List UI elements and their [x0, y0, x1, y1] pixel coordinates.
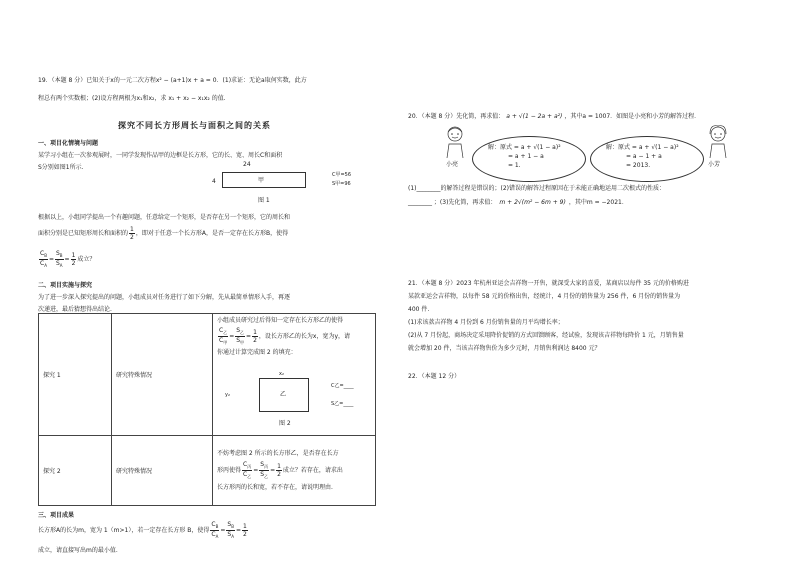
row1-col3 — [213, 314, 376, 436]
fig2-left-label: y₂ — [225, 392, 230, 398]
part1-para4 — [38, 226, 288, 241]
row2-frac1-d: $C_乙$ — [243, 471, 252, 480]
fig1-top-label: 24 — [243, 161, 251, 168]
fig2-top-label: x₂ — [279, 371, 284, 377]
q20-expression: a + √(1 − 2a + a²) — [506, 113, 563, 120]
row1-line2: $\frac{C_乙}{C_甲}$ = $\frac{S_乙}{S_甲}$ = $\frac{1}{2}$ ，设长方形乙的长为x，宽为y，请 — [219, 327, 351, 346]
part3-frac1 — [210, 521, 219, 540]
table-row-1 — [39, 314, 376, 436]
half-numerator: 1 — [130, 226, 134, 233]
part3-frac3-n: 1 — [242, 523, 247, 531]
part1-para2: S分别如图1所示. — [38, 164, 84, 171]
half-denominator: 2 — [130, 234, 134, 241]
row1-line1: 小组成员研究过后得知一定存在长方形乙的使得 — [217, 317, 344, 324]
row2-frac2-n: $S_丙$ — [260, 460, 269, 469]
q19-line1: 19．（本题 8 分）已知关于x的一元二次方程x² − (a+1)x + a = 0．(1)求证：无论a取何实数，此方 — [38, 77, 307, 84]
row2-frac3 — [276, 463, 282, 478]
fig2-caption: 图 2 — [279, 420, 291, 427]
row2-frac3-d: 2 — [277, 471, 281, 478]
row1-line3: 你通过计算完成图 2 的填充： — [217, 349, 297, 357]
q21-line1: 21．（本题 8 分）2023 年杭州亚运会吉祥物一开售，就深受大家的喜爱，某商店以每件 35 元的价格购进 — [408, 280, 689, 287]
row1-frac1 — [218, 327, 228, 346]
part3-para2: 成立，请直接写出m的最小值. — [38, 547, 118, 554]
eq-half-d: 2 — [71, 260, 76, 268]
row1-frac1-n: $C_乙$ — [219, 327, 228, 336]
row2-frac3-n: 1 — [277, 463, 281, 470]
sb-over-sa — [55, 250, 64, 269]
row1-frac1-d: $C_甲$ — [219, 337, 228, 346]
bubble1-line3: = 1. — [508, 162, 521, 169]
q21-line6: 就会增加 20 件，当该吉祥物售价为多少元时，月销售利润达 8400 元？ — [408, 345, 601, 352]
part1-para4-a: 面积分别是已知矩形周长和面积的 — [38, 230, 129, 237]
row2-line1: 不妨考虑图 2 所示的长方形乙，是否存在长方 — [217, 449, 339, 457]
section-title: 探究不同长方形周长与面积之间的关系 — [118, 120, 271, 130]
ca-letter: C — [40, 260, 45, 268]
fig2-area: S乙=____ — [331, 401, 354, 407]
ratio-equation — [38, 250, 95, 269]
row1-frac2-d: $S_甲$ — [236, 337, 245, 346]
row1-frac3-d: 2 — [253, 337, 257, 345]
bubble2-line3: = 2013. — [626, 162, 651, 169]
eq-sign-2: = — [64, 256, 70, 264]
row2-line2-a: 形丙使得 — [217, 467, 242, 474]
fig1-area: S甲=96 — [332, 181, 351, 187]
part3-para1-text: 长方形A的长为m，宽为 1（m>1），若一定存在长方形 B，使得 — [38, 527, 210, 535]
fig1-caption: 图 1 — [258, 197, 270, 204]
row2-frac1 — [242, 461, 252, 480]
row2-col3 — [213, 436, 376, 506]
sb-letter: S — [55, 250, 60, 257]
fig1-perimeter: C甲=56 — [332, 172, 352, 178]
table-row-2 — [39, 436, 376, 506]
part3-frac1-d: $C_A$ — [211, 531, 219, 540]
row2-col1: 探究 2 — [39, 436, 112, 506]
q21-line2: 某款亚运会吉祥物，以每件 58 元的价格出售，经统计，4 月份的销售量为 256 件，6 月份的销售量为 — [408, 293, 681, 300]
q20-line1-b: ，其中a = 1007．如图是小亮和小芳的解答过程． — [564, 113, 701, 120]
one-half-fraction — [129, 226, 135, 241]
q20-line2: (1)________的解答过程是错误的；(2)错误的解答过程原因在于未能正确地运用二次根式的性质： — [408, 185, 665, 192]
row1-frac2-n: $S_乙$ — [236, 327, 245, 336]
cb-letter: C — [40, 250, 45, 257]
row2-frac2-d: $S_乙$ — [260, 471, 269, 480]
fig2-perimeter: C乙=____ — [331, 383, 354, 389]
part3-frac2-d: $S_A$ — [227, 531, 234, 540]
left-person-name: 小亮 — [446, 161, 459, 168]
part2-heading: 二、项目实施与探究 — [38, 282, 93, 289]
row2-frac1-n: $C_丙$ — [243, 460, 252, 469]
sb: $S_B$ — [55, 250, 63, 259]
bubble2-line1: 解：原式 = a + √(1 − a)² — [606, 144, 679, 151]
row1-frac2 — [235, 327, 245, 346]
row2-line2: 形丙使得 $\frac{C_丙}{C_乙}$ = $\frac{S_丙}{S_乙}$ = $\frac{1}{2}$ 成立？若存在，请求出 — [217, 460, 343, 480]
part1-para4-b: ，即对于任意一个长方形A，是否一定存在长方形B，使得 — [135, 230, 289, 237]
q21-line4: (1)求该款吉祥物 4 月份到 6 月份销售量的月平均增长率； — [408, 319, 564, 326]
q20-line3-b: ，其中m = −2021． — [568, 199, 628, 206]
exploration-table — [38, 313, 376, 506]
bubble1-line1: 解：原式 = a + √(1 − a)² — [488, 144, 561, 151]
q21-line3: 400 件. — [408, 306, 430, 313]
bubble2-line2: = a − 1 + a — [626, 153, 662, 160]
row2-line3: 长方形丙的长和宽，若不存在，请说明理由. — [217, 484, 333, 492]
row2-col2: 研究特殊情况 — [112, 436, 213, 506]
part3-frac3-d: 2 — [242, 531, 247, 539]
part1-para3: 根据以上，小组同学提出一个有趣问题，任意给定一个矩形，是否存在另一个矩形，它的周长和 — [38, 214, 291, 221]
row2-frac2 — [259, 461, 269, 480]
eq-half-n: 1 — [71, 252, 76, 260]
cb-over-ca — [39, 250, 48, 269]
row2-line2-b: 成立？若存在，请求出 — [282, 467, 343, 474]
eq-end: 成立？ — [77, 256, 96, 264]
part2-para2: 次递进，最后猜想得出结论. — [38, 306, 112, 313]
q19-line2: 程总有两个实数根；(2)设方程两根为x₁和x₂，求 x₁ + x₂ − x₁x₂ 的值. — [38, 95, 226, 102]
bubble1-line2: = a + 1 − a — [508, 153, 544, 160]
eq-half — [71, 252, 77, 267]
row1-frac3 — [252, 329, 258, 344]
fig1-left-label: 4 — [212, 178, 216, 185]
sa-letter: S — [55, 260, 60, 268]
q21-line5: (2)从 7 月份起，商场决定采用降价促销的方式回馈顾客，经试验，发现该吉祥物每降价 1 元，月销售量 — [408, 332, 684, 339]
fig1-center-label: 甲 — [258, 177, 265, 184]
person-left-icon — [441, 124, 469, 160]
part3-frac2 — [226, 521, 235, 540]
q20-line3 — [408, 198, 628, 207]
q20-line1 — [408, 112, 700, 121]
part3-frac2-n: $S_B$ — [227, 521, 234, 530]
part3-frac1-n: $C_B$ — [211, 521, 219, 530]
right-person-name: 小芳 — [708, 161, 721, 168]
row1-line2-text: ，设长方形乙的长为x，宽为y，请 — [258, 333, 351, 341]
part3-heading: 三、项目成果 — [38, 512, 75, 519]
part2-para1: 为了进一步深入探究提出的问题，小组成员对任务进行了如下分解，先从最简单情形入手，再逐 — [38, 294, 291, 301]
part3-para1: 长方形A的长为m，宽为 1（m>1），若一定存在长方形 B，使得 $\frac{C_B}{C_A}$ = $\frac{S_B}{S_A}$ = $\frac{1}{2}$ — [38, 521, 247, 540]
row1-col2: 研究特殊情况 — [112, 314, 213, 436]
cb: $C_B$ — [40, 250, 47, 259]
row1-col1: 探究 1 — [39, 314, 112, 436]
person-right-icon — [704, 124, 732, 160]
part1-heading: 一、项目化情境与问题 — [38, 140, 99, 147]
sa: $S_A$ — [55, 260, 63, 269]
row1-frac3-n: 1 — [253, 329, 257, 337]
eq-sign-1: = — [48, 256, 54, 264]
part3-frac3 — [242, 523, 248, 538]
q22-line1: 22．（本题 12 分） — [408, 373, 461, 380]
ca: $C_A$ — [40, 260, 47, 269]
q20-line1-a: 20．（本题 8 分）先化简，再求值： — [408, 113, 505, 120]
part1-para1: 某学习小组在一次参观展时，一同学发现作品甲的边框是长方形，它的长、宽、周长C和面积 — [38, 152, 283, 159]
q20-expression2: m + 2√(m² − 6m + 9) — [499, 199, 566, 206]
q20-line3-a: ________ ；(3)先化简，再求值： — [408, 199, 497, 206]
fig2-center-label: 乙 — [280, 391, 287, 398]
